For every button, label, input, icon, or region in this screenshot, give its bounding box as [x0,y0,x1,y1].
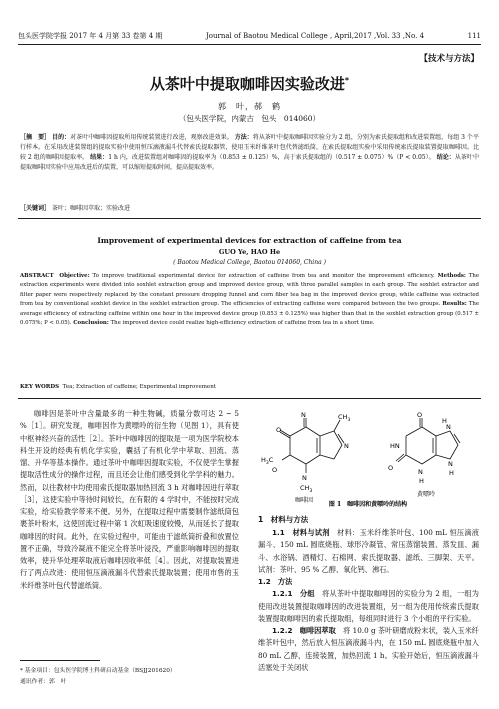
footnote-corresponding: 通讯作者：郭 叶 [20,679,67,685]
caffeine-h3c: $H_3C$ [261,456,274,466]
xanthine-n9: N [448,460,453,468]
page-number: 111 [467,32,481,40]
caffeine-structure [280,418,344,473]
results-label: 结果： [90,154,109,161]
en-objective-text: To improve traditional experimental device for extraction of caffeine from tea and monitor the improvement efficiency. [92,273,435,279]
caffeine-ch3-top: $CH_3$ [338,413,351,423]
conclusion-label: 结论： [436,154,455,161]
extraction-paragraph: 1.2.2 咖啡因萃取 将 10.0 g 茶叶研磨成粉末状，装入玉米纤维茶叶包中，然后放入恒压滴液漏斗内，在 150 mL 圆底烧瓶中加入 80 mL 乙醇，连接装置，加热回流 1 h。实验开始后，恒压滴液漏斗活塞处于关闭状 [258,626,479,672]
methods-text: 将从茶叶中提取咖啡因实验分为 2 组，分别为索氏提取组和改进装置组，每组 3 个平行样本。在采用改进装置组的提取实验中使用恒压滴液漏斗代替索氏提取器管，使用玉米纤维茶叶包代替滤纸筒，在索氏提取组实验中采用传统索氏提取装置提取咖啡因。比较 2 组的咖啡因提取率。 [20,134,479,161]
xanthine-n7: N [446,423,451,431]
affiliation: （包头医学院，内蒙古 包头 014060） [178,114,321,123]
abstract-cn [20,133,479,173]
methods-label: 方法： [234,134,253,141]
caffeine-n1: N [301,412,306,419]
caffeine-n3: N [302,474,307,482]
keywords-en [20,384,479,390]
body-left-column [20,408,239,592]
xanthine-o-top: O [417,412,423,419]
en-conclusion-label: Conclusion: [73,320,109,327]
xanthine-h9: H [449,469,454,477]
english-authors: GUO Ye, HAO He [218,248,281,256]
journal-en: Journal of Baotou Medical College , April,2017 ,Vol. 33 ,No. 4 [205,32,425,40]
methods-heading: 1.2 方法 [258,577,293,586]
keywords-text: 茶叶；咖啡因萃取；实验改进 [51,205,130,212]
keywords-label: ［关键词］ [20,205,51,212]
xanthine-hn: HN [390,442,400,450]
en-results-label: Results: [442,301,467,308]
abstract-en [20,272,479,328]
english-affiliation: ( Baotou Medical College, Baotou 014060, China ) [173,259,326,266]
figure-structures [258,412,479,508]
en-methods-label: Methods: [437,273,466,279]
footnote-fund: * 基金项目：包头医学院博士科研启动基金（BSJJ201620） [20,668,176,674]
xanthine-h3: H [419,477,424,485]
en-keywords-label: KEY WORDS [20,384,60,390]
results-text: 1 h 内，改进装置组对咖啡因的提取率为（0.853 ± 0.125）%，高于索氏提取组的（0.517 ± 0.075）%（P < 0.05）。 [108,154,435,161]
xanthine-n3: N [418,468,423,476]
english-title: Improvement of experimental devices for extraction of caffeine from tea [97,236,402,245]
xanthine-h7: H [442,417,447,425]
journal-cn: 包头医学院学报 2017 年 4 月第 33 卷第 4 期 [18,32,163,40]
caffeine-ch3-bottom: $CH_3$ [300,484,313,494]
caffeine-label: 咖啡因 [294,497,314,504]
body-rule [18,398,481,399]
body-right-column [258,513,479,674]
heading-materials-methods: 1 材料与方法 [258,515,309,524]
caffeine-n9: N [344,442,349,450]
en-objective-label: Objective: [59,273,90,279]
intro-paragraph: 咖啡因是茶叶中含量最多的一种生物碱，质量分数可达 2 ~ 5 %［1］。研究发现，咖啡因作为黄嘌呤的衍生物（见图 1），具有使中枢神经兴奋的活性［2］。茶叶中咖啡因的提取是一项为医学院校本科生开设的经典有机化学实验，囊括了有机化学中萃取、回流、蒸馏、升华等基本操作。通过茶叶中咖啡因提取实验，不仅使学生掌握提取活性成分的操作过程，而且还会让他们感受到化学学科的魅力。然而，以往教材中均使用索氏提取器加热回流 3 h 对咖啡因进行萃取［3］，这使实验中等待时间较长，在有限的 4 学时中，不能按时完成实验，给实验教学带来不便。另外，在提取过程中需要制作滤纸筒包裹茶叶粉末，这使回流过程中第 1 次虹吸速度较慢，从而延长了提取咖啡因的时间。此外，在实验过程中，可能由于滤纸筒折叠和放置位置不正确，导致冷凝液不能完全将茶叶浸没，严重影响咖啡因的提取效率，使升华处理萃取液后咖啡因收率低［4］。因此，对提取装置进行了两点改进：使用恒压滴液漏斗代替索氏提取装置；使用市售的玉米纤维茶叶包代替滤纸筒。 [20,409,239,590]
header-rule [18,44,481,45]
footnote-rule [20,660,100,661]
materials-paragraph: 1.1 材料与试剂 材料：玉米纤维茶叶包、100 mL 恒压滴液漏斗、150 mL 圆底烧瓶、球形冷凝管、常压蒸馏装置、蒸发皿、漏斗、水浴锅、酒精灯、石棉网、索氏提取器、滤纸、三脚架、天平。试剂：茶叶、95 % 乙醇、氧化钙、沸石。 [258,528,479,574]
running-header [18,30,481,42]
en-methods-text: The extraction experiments were divided into soxhlet extraction group and improved device group, with three parallel samples in each group. The soxhlet extractor and filter paper were respectively replaced by the constant pressure dropping funnel and corn fiber tea bag in the improved device group, while caffeine was extracted from tea by conventional soxhlet device in the soxhlet extraction group. The efficiencies of extracting caffeine were compared between the two groups. [20,273,480,308]
xanthine-o-bottom: O [388,464,394,472]
paper-title: 从茶叶中提取咖啡因实验改进* [149,75,350,93]
caffeine-o-bottom: O [272,466,278,474]
en-conclusion-text: The improved device could realize high-efficiency extraction of caffeine from tea in a short time. [110,320,375,327]
xanthine-label: 黄嘌呤 [416,491,436,498]
authors: 郭 叶，郝 鹤 [218,102,281,111]
keywords-cn [20,203,479,212]
conclusion-text: 从茶叶中提取咖啡因实验中应用改进后的装置，可以缩短提取时间，提高提取效率。 [20,154,479,171]
abstract-rule [18,218,481,219]
objective-label: 目的： [52,134,71,141]
en-keywords-text: Tea; Extraction of caffeine; Experimental improvement [62,384,216,390]
grouping-paragraph: 1.2.1 分组 将从茶叶中提取咖啡因的实验分为 2 组，一组为使用改进装置提取咖啡因的改进装置组，另一组为使用传统索氏提取装置提取咖啡因的索氏提取组，每组同时进行 3 个小组的平行实验。 [258,589,479,623]
abstract-label: ［摘 要］ [20,134,51,141]
objective-text: 对茶叶中咖啡因提取所用传统装置进行改进，观察改进效果。 [70,134,233,141]
title-footnote-mark: * [344,76,350,85]
caffeine-o-top-left: O [276,426,282,434]
en-abstract-label: ABSTRACT [20,273,54,279]
en-results-text: The average efficiency of extracting caffeine within one hour in the improved device group (0.853 ± 0.125%) was higher than that in the soxhlet extraction group (0.517 ± 0.075%; P < 0.05). [20,301,480,327]
section-tag: 【技术与方法】 [419,54,479,64]
figure-caption: 图 1 咖啡因和黄嘌呤的结构 [328,501,408,508]
